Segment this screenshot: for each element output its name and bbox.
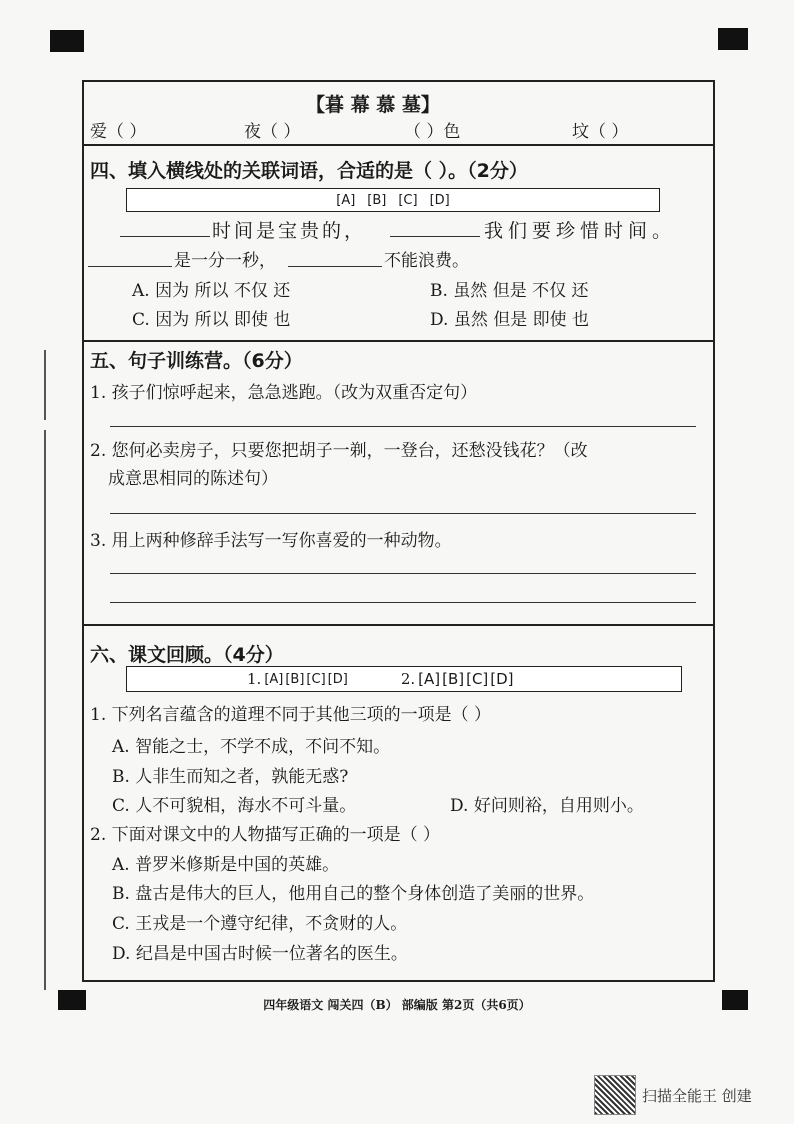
section6-heading: 六、课文回顾。（4分） (90, 644, 284, 666)
blank-line (390, 236, 480, 237)
omr-option[interactable]: [B] (367, 192, 387, 208)
blank-line (120, 236, 210, 237)
omr-option[interactable]: [A] (264, 671, 284, 687)
question: 2. 下面对课文中的人物描写正确的一项是（ ） (90, 825, 441, 845)
omr-option[interactable]: [C] (466, 670, 489, 688)
answer-line (110, 426, 696, 427)
answer-sheet (82, 80, 715, 982)
question: 1. 下列名言蕴含的道理不同于其他三项的一项是（ ） (90, 705, 492, 725)
binding-line (44, 430, 46, 990)
omr-option[interactable]: [C] (306, 671, 326, 687)
question: 3. 用上两种修辞手法写一写你喜爱的一种动物。 (90, 531, 452, 551)
omr-option[interactable]: [A] (336, 192, 356, 208)
vocab-item: 爱（ ） (90, 122, 147, 142)
blank-line (88, 266, 172, 267)
binding-line (44, 350, 46, 420)
option-c: C. 人不可貌相，海水不可斗量。 (112, 796, 357, 816)
scanner-watermark (594, 1075, 752, 1115)
answer-line (110, 602, 696, 603)
option-d: D. 虽然 但是 即使 也 (430, 310, 590, 330)
option-d: D. 好问则裕，自用则小。 (450, 796, 644, 816)
option-c: C. 王戎是一个遵守纪律，不贪财的人。 (112, 914, 408, 934)
option-a: A. 普罗米修斯是中国的英雄。 (112, 855, 340, 875)
registration-mark-top-right (718, 28, 748, 50)
divider (84, 144, 713, 146)
vocab-title: 【暮 幕 慕 墓】 (306, 94, 440, 116)
question: 1. 孩子们惊呼起来，急急逃跑。（改为双重否定句） (90, 383, 478, 403)
registration-mark-top-left (50, 30, 84, 52)
blank-line (288, 266, 382, 267)
option-a: A. 智能之士，不学不成，不问不知。 (112, 737, 391, 757)
section5-heading: 五、句子训练营。（6分） (90, 350, 303, 372)
option-b: B. 盘古是伟大的巨人，他用自己的整个身体创造了美丽的世界。 (112, 884, 595, 904)
omr-option[interactable]: [D] (429, 192, 450, 208)
answer-line (110, 513, 696, 514)
page-footer: 四年级语文 闯关四（B） 部编版 第2页（共6页） (263, 998, 531, 1012)
divider (84, 624, 713, 626)
vocab-item: 坟（ ） (572, 122, 629, 142)
omr-option[interactable]: [B] (442, 670, 465, 688)
option-b: B. 虽然 但是 不仅 还 (430, 281, 589, 301)
omr-option[interactable]: [D] (327, 671, 348, 687)
answer-line (110, 573, 696, 574)
sentence-text: 是一分一秒， (174, 251, 276, 271)
omr-answer-box[interactable] (126, 666, 682, 692)
question: 成意思相同的陈述句） (108, 469, 278, 489)
omr-label: 1. (247, 670, 262, 688)
omr-option[interactable]: [B] (285, 671, 305, 687)
omr-label: 2. (400, 670, 416, 688)
vocab-item: 夜（ ） (244, 122, 301, 142)
option-c: C. 因为 所以 即使 也 (132, 310, 291, 330)
omr-option[interactable]: [C] (398, 192, 418, 208)
omr-answer-box[interactable] (126, 188, 660, 212)
sentence-text: 时间是宝贵的， (212, 220, 367, 242)
section4-heading: 四、填入横线处的关联词语，合适的是（ ）。（2分） (90, 160, 528, 182)
option-b: B. 人非生而知之者，孰能无惑? (112, 767, 349, 787)
option-d: D. 纪昌是中国古时候一位著名的医生。 (112, 944, 408, 964)
vocab-item: （ ）色 (404, 122, 461, 142)
qr-code-icon (594, 1075, 636, 1115)
sentence-text: 不能浪费。 (384, 251, 469, 271)
omr-option[interactable]: [A] (418, 670, 441, 688)
watermark-text: 扫描全能王 创建 (642, 1086, 752, 1105)
omr-option[interactable]: [D] (490, 670, 514, 688)
sentence-text: 我们要珍惜时间。 (484, 220, 677, 242)
question: 2. 您何必卖房子，只要您把胡子一剃，一登台，还愁没钱花？（改 (90, 441, 588, 461)
option-a: A. 因为 所以 不仅 还 (132, 281, 291, 301)
divider (84, 340, 713, 342)
